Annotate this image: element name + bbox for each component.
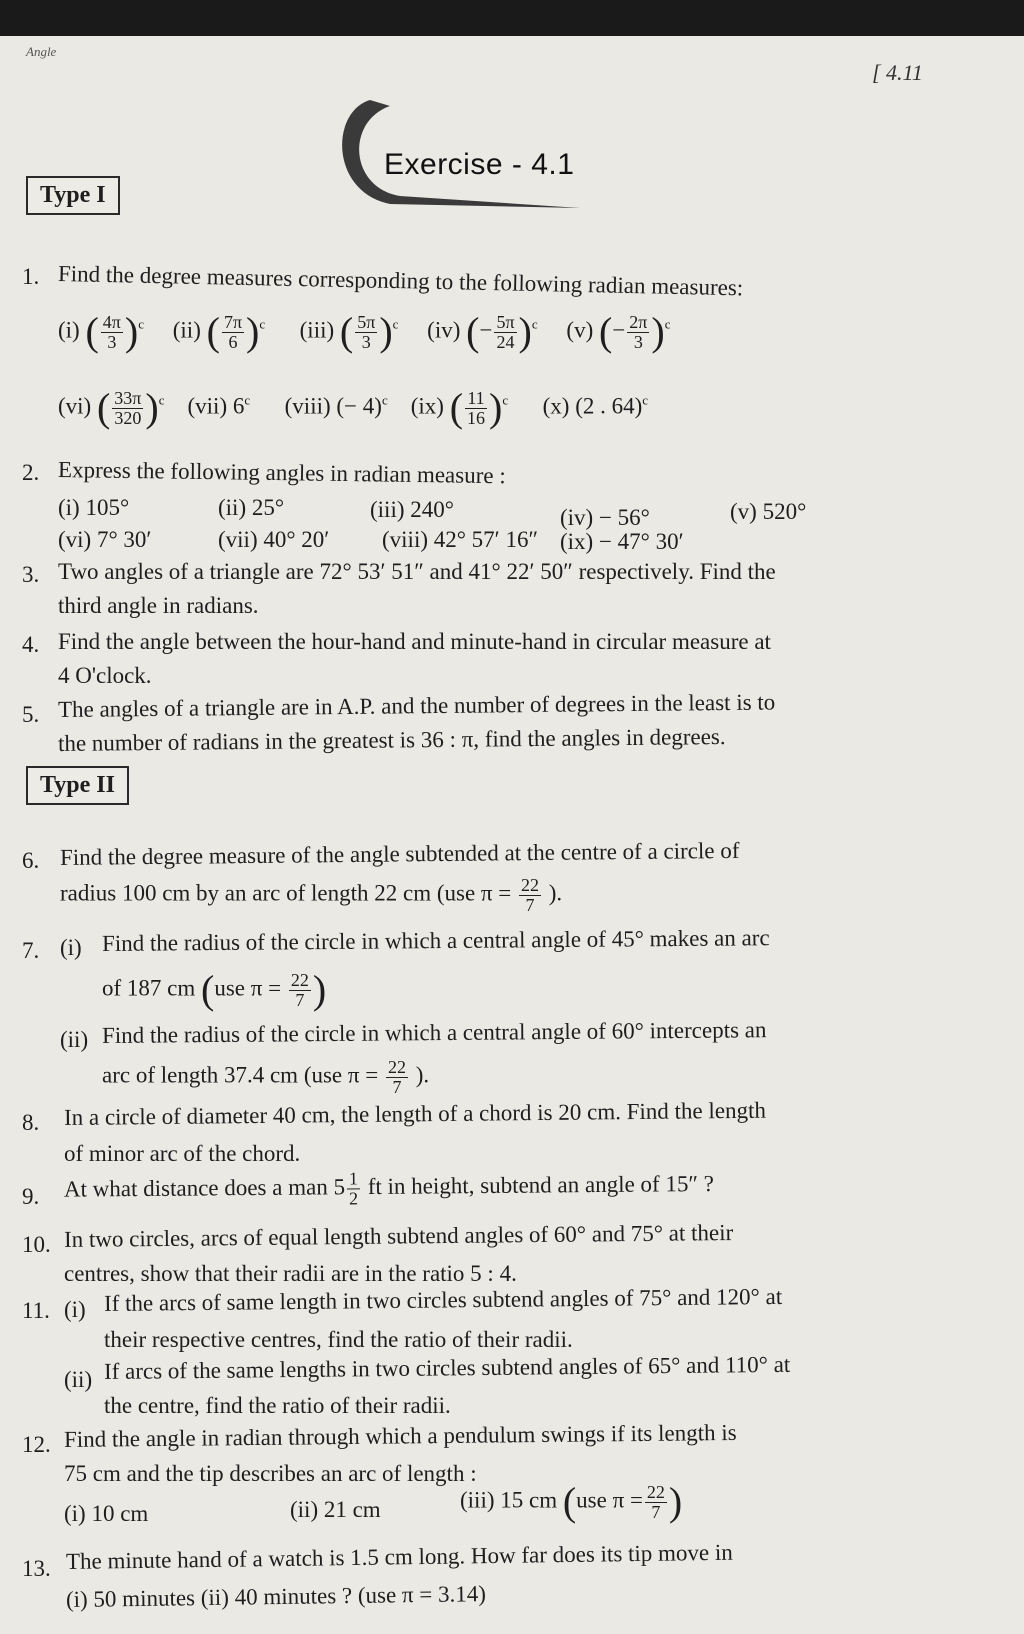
q9-frac-num: 1 bbox=[347, 1169, 360, 1189]
q1-viii-sup: c bbox=[381, 392, 388, 408]
q2-part-ix: (ix) − 47° 30′ bbox=[560, 529, 684, 554]
q11-i-line1: If the arcs of same length in two circles subtend angles of 75° and 120° at bbox=[103, 1283, 783, 1316]
q1-ii-label: (ii) bbox=[172, 317, 201, 343]
q11-number: 11. bbox=[22, 1298, 50, 1323]
q12-frac-den: 7 bbox=[651, 1501, 661, 1522]
q9-post: ft in height, subtend an angle of 15″ ? bbox=[367, 1171, 715, 1200]
q6-line1: Find the degree measure of the angle subtended at the centre of a circle of bbox=[59, 837, 740, 870]
q5-number: 5. bbox=[22, 702, 40, 727]
q1-vi-den: 320 bbox=[114, 407, 142, 428]
q4-line2: 4 O'clock. bbox=[58, 663, 152, 688]
type-i-label: Type I bbox=[26, 176, 120, 215]
q12-line2: 75 cm and the tip describes an arc of length : bbox=[64, 1461, 477, 1486]
q7-ii-frac-den: 7 bbox=[392, 1076, 402, 1097]
q7-i-line2: of 187 cm (use π = $\frac{22}{7}$ ) bbox=[102, 967, 327, 1012]
q12-line1: Find the angle in radian through which a pendulum swings if its length is bbox=[63, 1419, 737, 1452]
q13-number: 13. bbox=[22, 1556, 51, 1581]
q1-number: 1. bbox=[22, 264, 40, 289]
q11-ii-line2: the centre, find the ratio of their radii. bbox=[104, 1393, 451, 1418]
q1-v-sign: − bbox=[612, 317, 626, 343]
q7-ii-line2 bbox=[102, 1058, 429, 1097]
q8-number: 8. bbox=[22, 1110, 40, 1135]
q12-use: use π = bbox=[576, 1487, 643, 1513]
q1-ix-label: (ix) bbox=[410, 393, 444, 419]
q7-number: 7. bbox=[22, 938, 40, 963]
q2-part-iii: (iii) 240° bbox=[370, 497, 454, 522]
q1-vi-num: 33π bbox=[114, 387, 142, 408]
q1-ix-den: 16 bbox=[467, 407, 486, 428]
q7-ii-label: (ii) bbox=[60, 1027, 89, 1052]
q9-line bbox=[64, 1166, 714, 1210]
q1-viii-label: (viii) bbox=[284, 393, 331, 419]
q3-line2: third angle in radians. bbox=[58, 593, 259, 618]
q1-viii-value: (− 4) bbox=[336, 393, 382, 419]
q2-part-vii: (vii) 40° 20′ bbox=[218, 527, 330, 552]
q13-line2: (i) 50 minutes (ii) 40 minutes ? (use π = 3.14) bbox=[65, 1581, 487, 1612]
q11-ii-label: (ii) bbox=[64, 1367, 93, 1392]
q11-i-label: (i) bbox=[64, 1297, 86, 1322]
q1-ii-den: 6 bbox=[228, 331, 238, 352]
q2-part-iv: (iv) − 56° bbox=[560, 505, 650, 530]
q7-i-line2-pre: of 187 cm bbox=[102, 975, 196, 1001]
q6-frac-den: 7 bbox=[525, 894, 535, 915]
q1-iv-label: (iv) bbox=[427, 317, 461, 343]
q6-line2 bbox=[60, 876, 562, 915]
q1-vi-label: (vi) bbox=[58, 393, 92, 419]
q2-part-ii: (ii) 25° bbox=[218, 495, 285, 520]
q5-line1: The angles of a triangle are in A.P. and the number of degrees in the least is to bbox=[57, 689, 776, 722]
q7-i-label: (i) bbox=[60, 935, 82, 960]
q9-pre: At what distance does a man 5 bbox=[63, 1174, 346, 1202]
q1-iv-num: 5π bbox=[496, 311, 515, 332]
q10-number: 10. bbox=[22, 1232, 51, 1257]
q1-iv-den: 24 bbox=[496, 331, 515, 352]
q1-ii-num: 7π bbox=[223, 311, 243, 332]
q1-x-sup: c bbox=[642, 392, 649, 408]
q12-part-i: (i) 10 cm bbox=[64, 1501, 149, 1526]
q8-line2: of minor arc of the chord. bbox=[64, 1141, 301, 1166]
q2-part-vi: (vi) 7° 30′ bbox=[58, 527, 152, 552]
q2-number: 2. bbox=[22, 460, 40, 485]
q6-line2-post: ). bbox=[548, 880, 563, 906]
q7-ii-line2-pre: arc of length 37.4 cm (use π = bbox=[102, 1062, 379, 1088]
q1-iii-sup: c bbox=[392, 316, 399, 332]
q1-x-label: (x) bbox=[542, 393, 570, 419]
q12-frac-num: 22 bbox=[646, 1481, 665, 1502]
q1-i-sup: c bbox=[138, 316, 144, 332]
q1-ii-sup: c bbox=[259, 316, 266, 332]
q1-vii-sup: c bbox=[244, 392, 251, 408]
q6-number: 6. bbox=[22, 848, 40, 873]
q1-vi-sup: c bbox=[158, 392, 165, 408]
type-ii-label: Type II bbox=[26, 766, 129, 805]
q1-row1: (i) ( $\frac{4\pi}{3}$ )$^c$ (ii) ( $\frac{7\pi}{6}$ )$^c$ (iii) ( $\frac{5\pi}{3}$ )$^c$ (iv) (− $\frac{5\pi}{24}$ )$^c$ (v) (− $\frac{2\pi}{3}$ )$^c$ bbox=[58, 309, 671, 354]
q2-part-v: (v) 520° bbox=[730, 499, 807, 524]
q1-iv-sup: c bbox=[531, 316, 538, 332]
q12-part-ii: (ii) 21 cm bbox=[290, 1497, 381, 1522]
q13-line1: The minute hand of a watch is 1.5 cm long. How far does its tip move in bbox=[65, 1539, 733, 1574]
page-number: [ 4.11 bbox=[872, 60, 923, 85]
q1-vii-label: (vii) bbox=[187, 393, 228, 419]
q7-ii-line1: Find the radius of the circle in which a central angle of 60° intercepts an bbox=[101, 1017, 767, 1048]
q1-ix-sup: c bbox=[502, 392, 509, 408]
q10-line2: centres, show that their radii are in the ratio 5 : 4. bbox=[64, 1261, 517, 1286]
q7-i-line1: Find the radius of the circle in which a central angle of 45° makes an arc bbox=[101, 925, 770, 956]
q2-part-i: (i) 105° bbox=[58, 495, 130, 520]
q1-iii-label: (iii) bbox=[299, 317, 335, 343]
q1-iii-den: 3 bbox=[361, 331, 371, 352]
q1-vii-value: 6 bbox=[232, 393, 245, 419]
q1-v-num: 2π bbox=[629, 311, 648, 332]
q10-line1: In two circles, arcs of equal length subtend angles of 60° and 75° at their bbox=[63, 1219, 734, 1252]
q7-i-frac-num: 22 bbox=[290, 969, 309, 990]
q12-part-iii-text: (iii) 15 cm bbox=[460, 1487, 558, 1513]
q6-line2-pre: radius 100 cm by an arc of length 22 cm (use π = bbox=[60, 880, 512, 906]
q6-frac-num: 22 bbox=[521, 875, 539, 895]
q1-i-den: 3 bbox=[107, 331, 117, 352]
q4-line1: Find the angle between the hour-hand and minute-hand in circular measure at bbox=[58, 629, 771, 654]
q2-text: Express the following angles in radian measure : bbox=[57, 457, 506, 489]
q12-part-iii: (iii) 15 cm (use π = $\frac{22}{7}$ ) bbox=[460, 1479, 683, 1524]
q7-ii-frac-num: 22 bbox=[387, 1057, 406, 1077]
q5-line2: the number of radians in the greatest is 36 : π, find the angles in degrees. bbox=[57, 724, 726, 756]
q9-frac-den: 2 bbox=[349, 1188, 359, 1209]
q1-i-label: (i) bbox=[58, 317, 80, 343]
q3-number: 3. bbox=[22, 562, 40, 587]
q3-line1: Two angles of a triangle are 72° 53′ 51″ and 41° 22′ 50″ respectively. Find the bbox=[58, 559, 776, 584]
q1-i-num: 4π bbox=[102, 311, 121, 332]
q1-ix-num: 11 bbox=[465, 389, 487, 409]
q1-text: Find the degree measures corresponding to the following radian measures: bbox=[57, 261, 744, 301]
q9-number: 9. bbox=[22, 1184, 40, 1209]
textbook-page bbox=[0, 36, 1024, 1634]
q1-row2: (vi) ( $\frac{33\pi}{320}$ )$^c$ (vii) 6$^c$ (viii) (− 4)$^c$ (ix) ( $\frac{11}{16}$ )$^c$ (x) (2 . 64)$^c$ bbox=[58, 385, 649, 430]
q1-v-den: 3 bbox=[633, 331, 643, 352]
q1-iv-sign: − bbox=[479, 317, 493, 343]
q1-x-value: (2 . 64) bbox=[575, 393, 643, 419]
q7-i-frac-den: 7 bbox=[295, 989, 305, 1010]
q7-i-use: use π = bbox=[214, 975, 282, 1001]
q2-part-viii: (viii) 42° 57′ 16″ bbox=[382, 527, 539, 552]
exercise-title: Exercise - 4.1 bbox=[384, 148, 575, 181]
q1-v-label: (v) bbox=[566, 317, 594, 343]
q7-ii-line2-post: ). bbox=[415, 1062, 430, 1088]
q4-number: 4. bbox=[22, 632, 40, 657]
corner-text: Angle bbox=[26, 44, 57, 59]
exercise-heading bbox=[330, 92, 620, 212]
q11-ii-line1: If arcs of the same lengths in two circles subtend angles of 65° and 110° at bbox=[103, 1351, 791, 1384]
q1-iii-num: 5π bbox=[357, 311, 376, 332]
q1-v-sup: c bbox=[664, 316, 671, 332]
q12-number: 12. bbox=[22, 1432, 51, 1457]
q8-line1: In a circle of diameter 40 cm, the length of a chord is 20 cm. Find the length bbox=[63, 1097, 767, 1130]
q11-i-line2: their respective centres, find the ratio of their radii. bbox=[104, 1327, 573, 1352]
